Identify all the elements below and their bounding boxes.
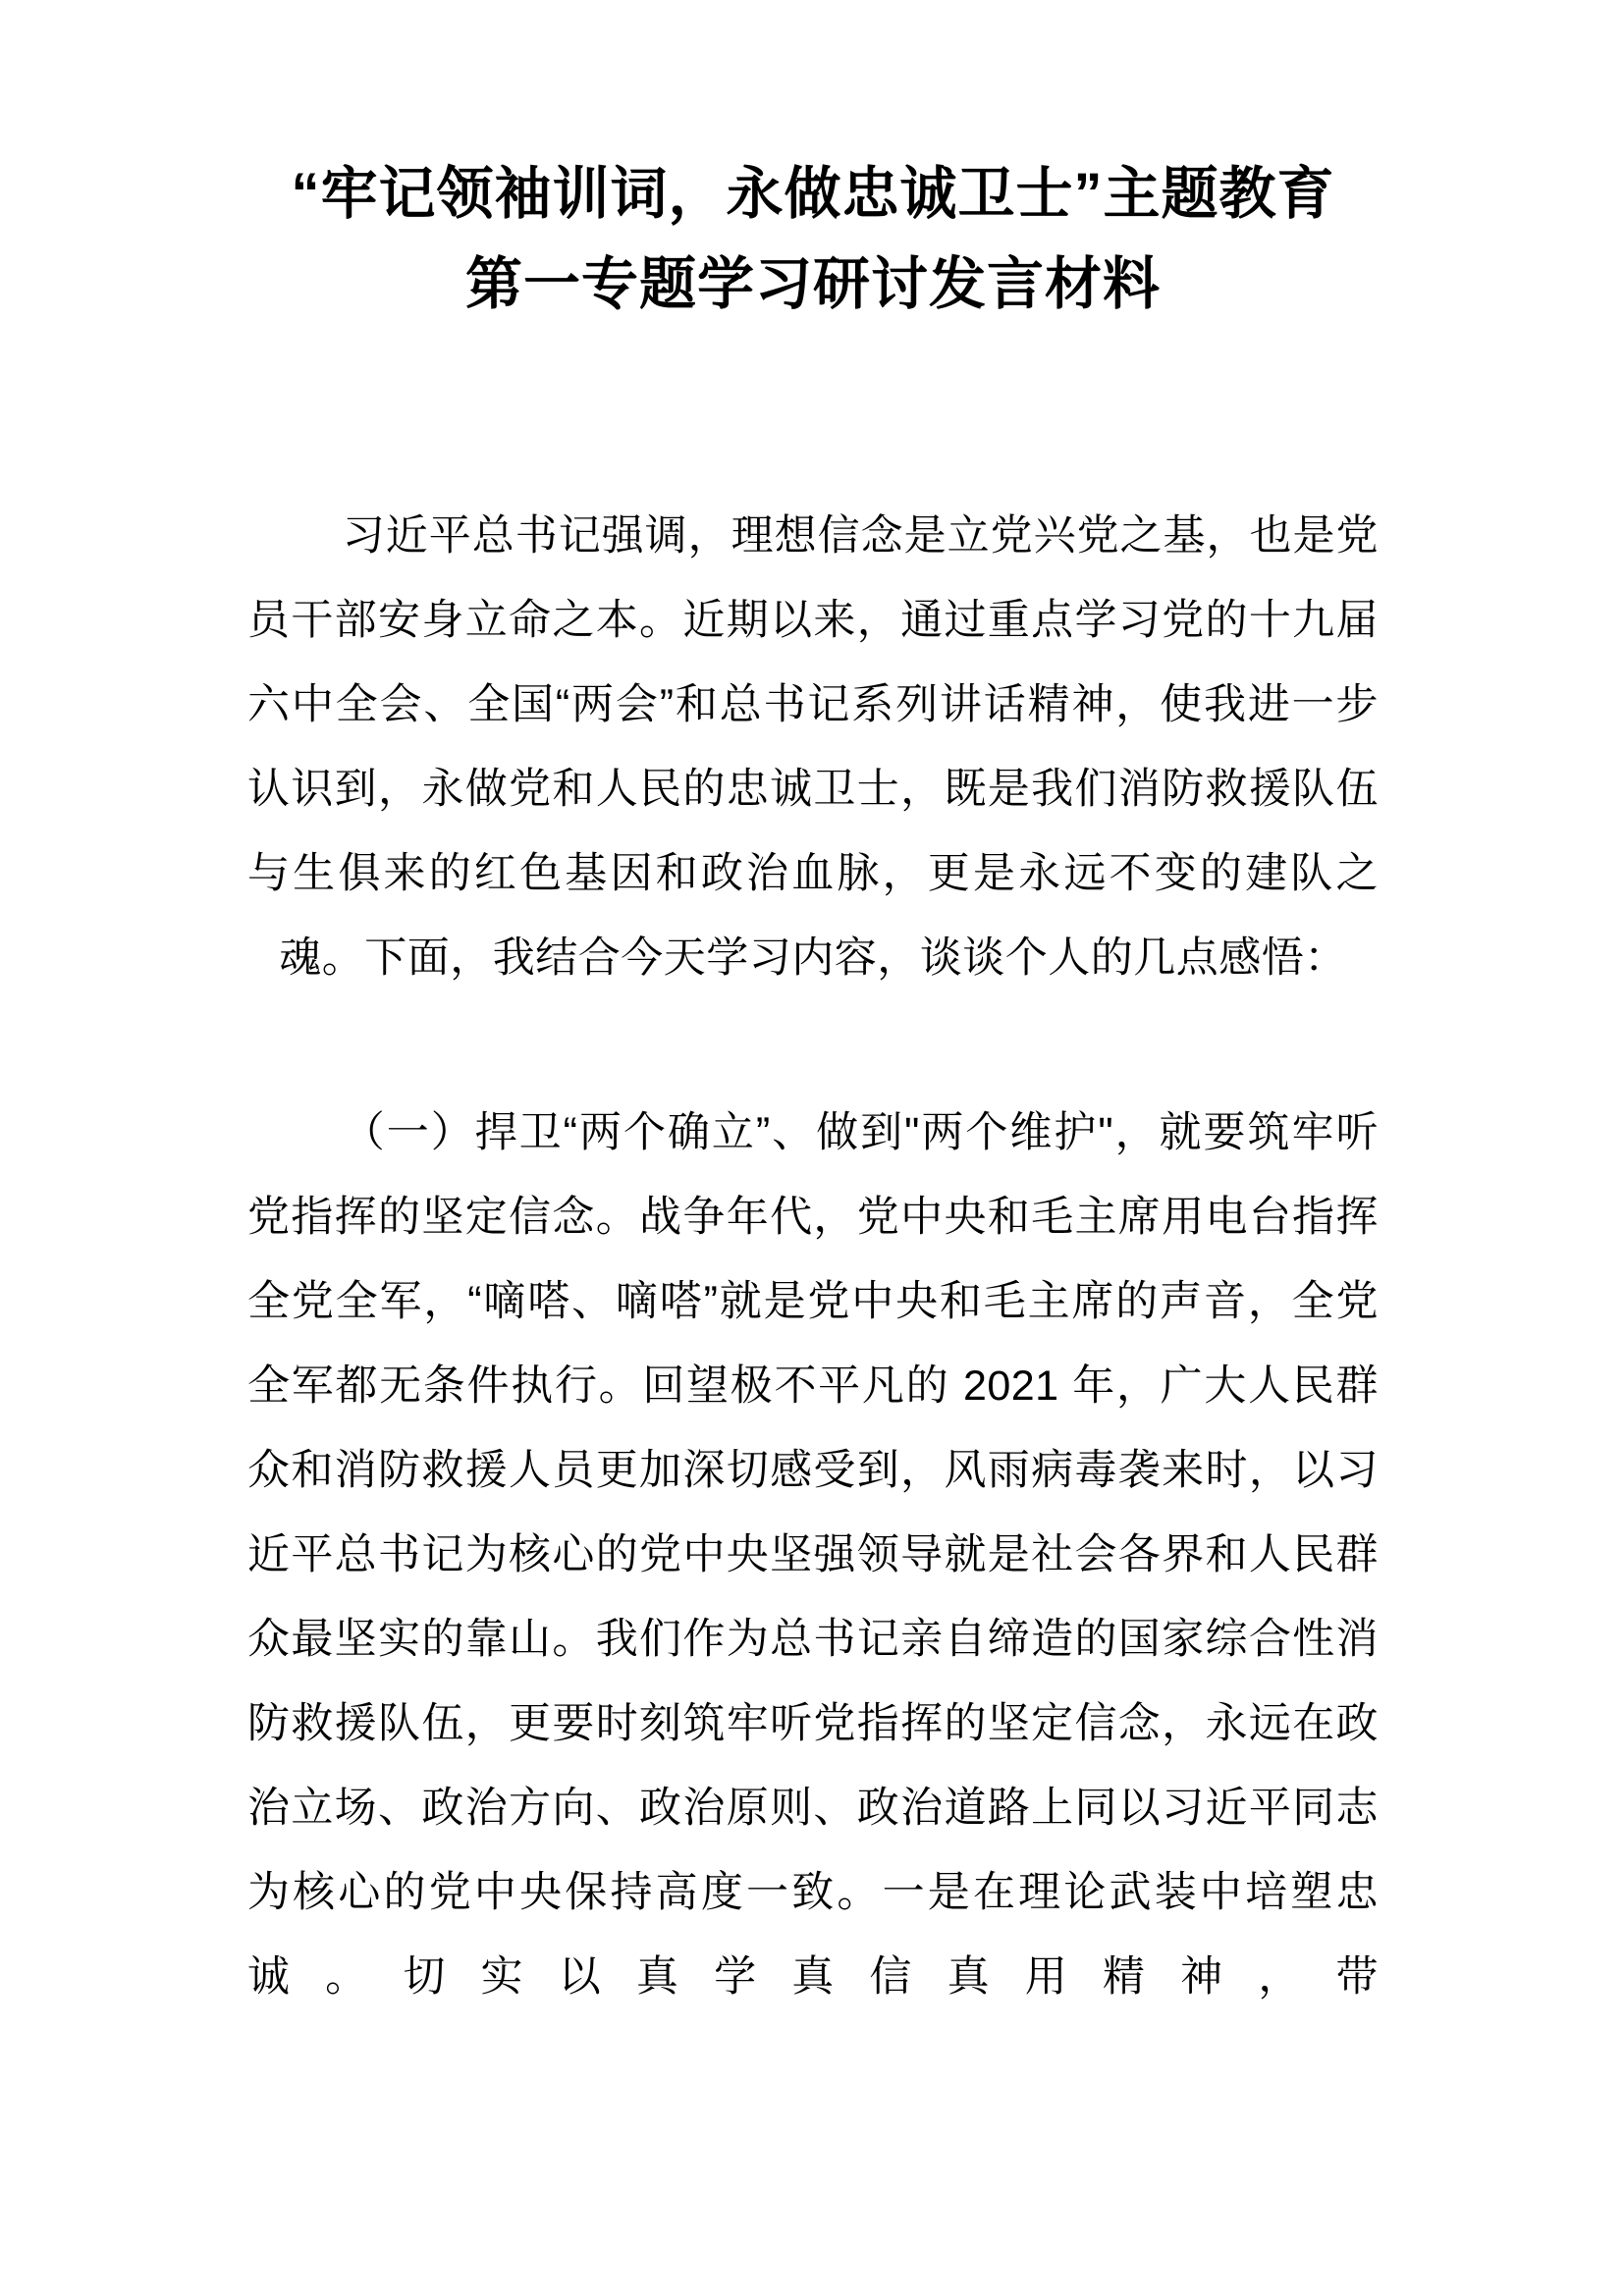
document-title-line-1: “牢记领袖训词，永做忠诚卫士”主题教育 [291, 162, 1335, 226]
paragraph-introduction: 习近平总书记强调，理想信念是立党兴党之基，也是党员干部安身立命之本。近期以来，通过重点学习党的十九届六中全会、全国“两会”和总书记系列讲话精神，使我进一步认识到，永做党和人民的忠诚卫士，既是我们消防救援队伍与生俱来的红色基因和政治血脉，更是永远不变的建队之魂。下面，我结合今天学习内容，谈谈个人的几点感悟： [247, 512, 1379, 983]
paragraph-section-one: （一）捍卫“两个确立”、做到"两个维护"，就要筑牢听党指挥的坚定信念。战争年代，党中央和毛主席用电台指挥全党全军，“嘀嗒、嘀嗒”就是党中央和毛主席的声音，全党全军都无条件执行。回望极不平凡的 2021 年，广大人民群众和消防救援人员更加深切感受到，风雨病毒袭来时，以习近平总书记为核心的党中央坚强领导就是社会各界和人民群众最坚实的靠山。我们作为总书记亲自缔造的国家综合性消防救援队伍，更要时刻筑牢听党指挥的坚定信念，永远在政治立场、政治方向、政治原则、政治道路上同以习近平同志为核心的党中央保持高度一致。一是在理论武装中培塑忠诚。切实以真学真信真用精神，带 [247, 1109, 1379, 2002]
document-title-line-2: 第一专题学习研讨发言材料 [464, 251, 1161, 316]
document-title [247, 149, 1379, 329]
